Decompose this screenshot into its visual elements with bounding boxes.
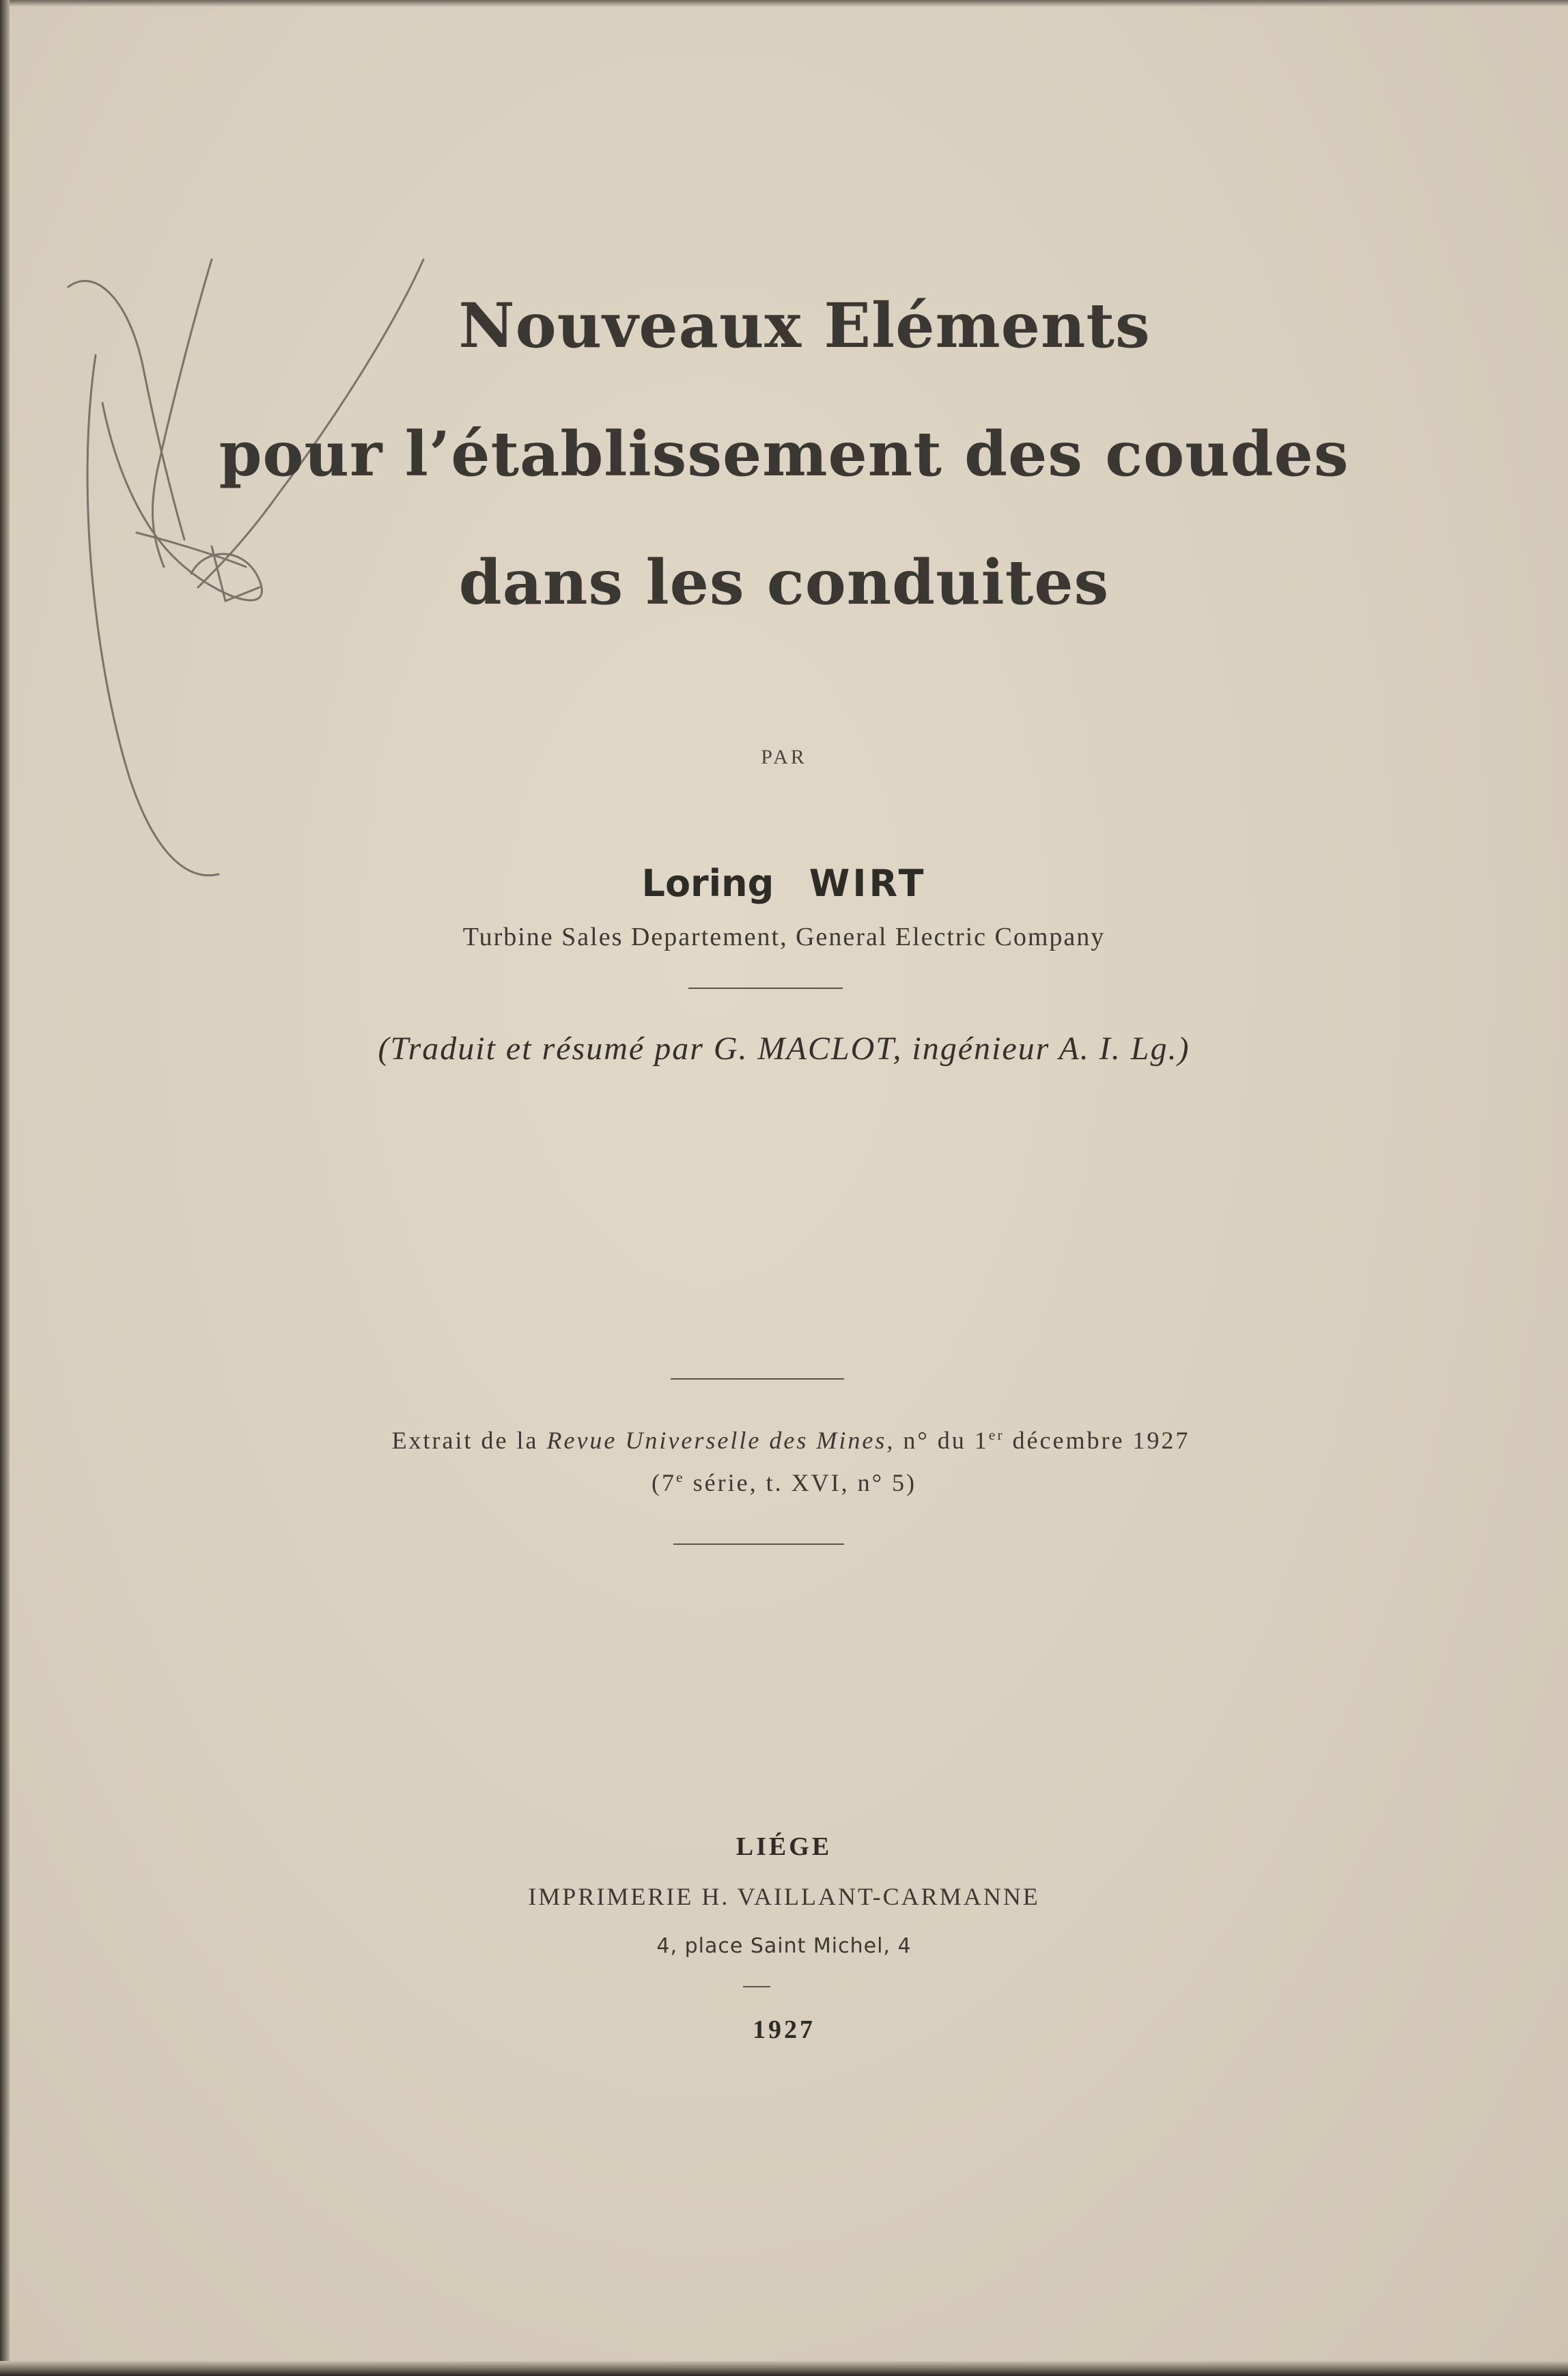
author-name (0, 862, 1568, 905)
series-text-a: (7 (652, 1469, 677, 1496)
extract-prefix: Extrait de la (391, 1427, 539, 1454)
divider-rule (671, 1378, 844, 1380)
issue-text-b: décembre 1927 (1004, 1427, 1190, 1454)
page-edge-top (0, 0, 1568, 7)
title-line-2: pour l’établissement des coudes (219, 418, 1349, 490)
extract-line (7, 1426, 1568, 1455)
author-last-name: WIRT (809, 862, 927, 905)
author-first-name: Loring (641, 862, 774, 905)
page-edge-bottom (0, 2361, 1568, 2376)
title-line-3: dans les conduites (458, 546, 1110, 619)
divider-rule (688, 988, 843, 989)
issue-text-a: n° du 1 (903, 1427, 989, 1454)
short-dash-rule (743, 1986, 770, 1987)
imprint-city: LIÉGE (736, 1832, 832, 1861)
author-affiliation: Turbine Sales Departement, General Electric Company (462, 923, 1106, 951)
author-name-space (785, 862, 797, 905)
by-label: PAR (761, 746, 807, 768)
divider-rule (673, 1543, 844, 1545)
translation-note: (Traduit et résumé par G. MACLOT, ingénieur A. I. Lg.) (378, 1031, 1190, 1067)
series-superscript: e (676, 1469, 685, 1485)
title-line-1: Nouveaux Eléments (458, 290, 1151, 362)
series-line (0, 1468, 1568, 1497)
journal-name: Revue Universelle des Mines, (546, 1427, 895, 1454)
imprint-year: 1927 (753, 2015, 815, 2044)
imprint-address: 4, place Saint Michel, 4 (656, 1934, 912, 1958)
series-text-b: série, t. XVI, n° 5) (684, 1469, 916, 1496)
imprint-printer: IMPRIMERIE H. VAILLANT-CARMANNE (528, 1883, 1040, 1910)
issue-superscript: er (988, 1427, 1005, 1443)
